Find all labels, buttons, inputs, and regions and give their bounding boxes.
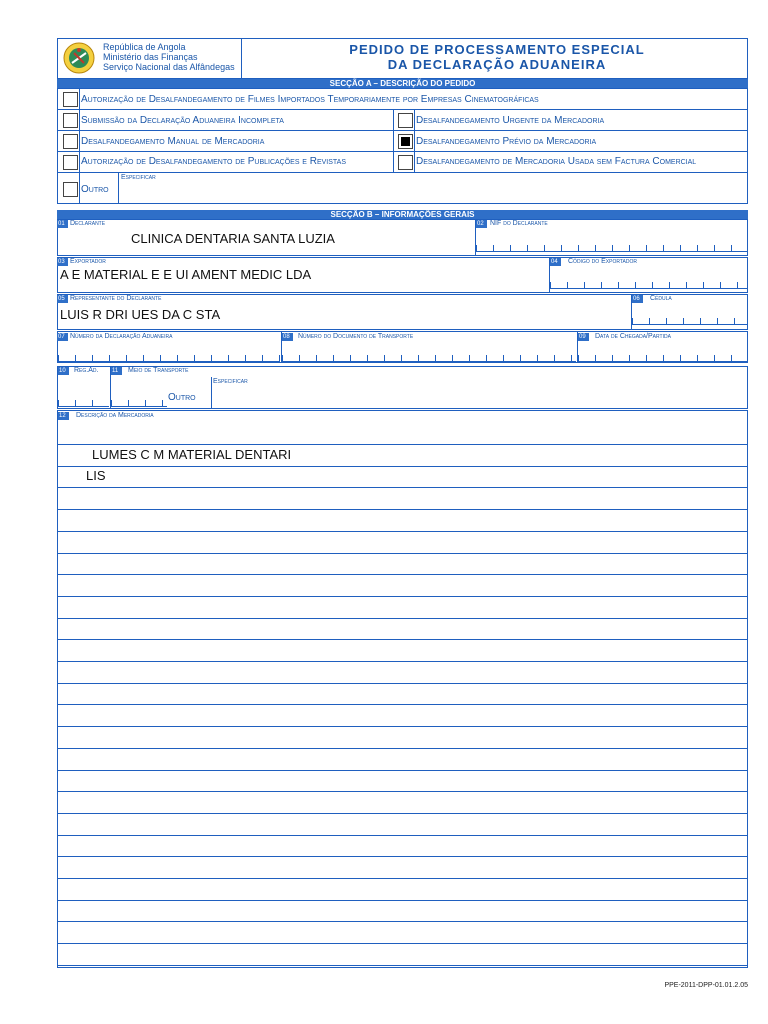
field-divider	[211, 377, 212, 409]
cedula-input[interactable]	[632, 318, 747, 325]
field-11-number: 11	[111, 367, 122, 375]
descricao-ruled-line	[57, 835, 748, 836]
descricao-ruled-line	[57, 509, 748, 510]
declarante-value[interactable]: CLINICA DENTARIA SANTA LUZIA	[131, 231, 335, 246]
descricao-ruled-line	[57, 487, 748, 488]
transporte-outro-label: Outro	[168, 392, 196, 403]
section-a-row-line	[57, 172, 748, 173]
checkbox-filmes[interactable]	[63, 92, 78, 107]
descricao-ruled-line	[57, 900, 748, 901]
field-11-label: Meio de Transporte	[128, 367, 189, 374]
field-box-descricao	[57, 410, 748, 968]
field-04-number: 04	[550, 258, 561, 266]
descricao-ruled-line	[57, 921, 748, 922]
representante-value[interactable]: LUIS R DRI UES DA C STA	[60, 307, 221, 322]
checkbox-declaracao-incompleta[interactable]	[63, 113, 78, 128]
section-a-row-line	[57, 151, 748, 152]
checkbox-previo[interactable]	[398, 134, 413, 149]
meio-transporte-input[interactable]	[111, 400, 167, 407]
section-a-col-line	[414, 109, 415, 172]
descricao-ruled-line	[57, 661, 748, 662]
org-line-1: República de Angola	[103, 42, 186, 52]
org-line-3: Serviço Nacional das Alfândegas	[103, 62, 235, 72]
org-line-2: Ministério das Finanças	[103, 52, 198, 62]
option-outro-label: Outro	[81, 184, 109, 195]
documento-transporte-input[interactable]	[282, 355, 576, 362]
descricao-ruled-line	[57, 444, 748, 445]
option-usada-label: Desalfandegamento de Mercadoria Usada sem Factura Comercial	[416, 156, 697, 167]
field-03-label: Exportador	[70, 258, 106, 265]
checkbox-urgente[interactable]	[398, 113, 413, 128]
section-a-col-line	[79, 88, 80, 204]
descricao-ruled-line	[57, 878, 748, 879]
descricao-ruled-line	[57, 943, 748, 944]
section-a-row-line	[57, 130, 748, 131]
descricao-ruled-line	[57, 791, 748, 792]
form-code: PPE-2011-DPP-01.01.2.05	[664, 982, 748, 989]
option-publicacoes-label: Autorização de Desalfandegamento de Publicações e Revistas	[81, 156, 347, 167]
checkbox-publicacoes[interactable]	[63, 155, 78, 170]
option-manual-label: Desalfandegamento Manual de Mercadoria	[81, 136, 265, 147]
field-04-label: Código do Exportador	[568, 258, 637, 265]
field-02-number: 02	[476, 220, 487, 228]
field-01-number: 01	[57, 220, 68, 228]
field-12-number: 12	[58, 412, 69, 420]
field-07-label: Número da Declaração Aduaneira	[70, 333, 173, 340]
especificar-label: Especificar	[121, 174, 156, 181]
descricao-ruled-line	[57, 813, 748, 814]
field-06-label: Cédula	[650, 295, 672, 302]
field-05-number: 05	[57, 295, 68, 303]
transporte-especificar-label: Especificar	[213, 378, 248, 385]
descricao-ruled-line	[57, 704, 748, 705]
descricao-ruled-line	[57, 856, 748, 857]
nif-declarante-input[interactable]	[476, 245, 747, 252]
codigo-exportador-input[interactable]	[550, 282, 747, 289]
reg-ad-input[interactable]	[58, 400, 109, 407]
descricao-line-1[interactable]: LUMES C M MATERIAL DENTARI	[92, 447, 292, 462]
option-declaracao-incompleta-label: Submissão da Declaração Aduaneira Incompleta	[81, 115, 284, 126]
numero-declaracao-input[interactable]	[58, 355, 280, 362]
descricao-ruled-line	[57, 748, 748, 749]
option-urgente-label: Desalfandegamento Urgente da Mercadoria	[416, 115, 605, 126]
form-title-line-1: PEDIDO DE PROCESSAMENTO ESPECIAL	[349, 42, 645, 57]
field-03-number: 03	[57, 258, 68, 266]
data-chegada-input[interactable]	[578, 355, 747, 362]
coat-of-arms-emblem	[62, 41, 96, 75]
especificar-input[interactable]	[119, 184, 747, 203]
descricao-ruled-line	[57, 531, 748, 532]
field-02-label: NIF do Declarante	[490, 220, 548, 227]
option-previo-label: Desalfandegamento Prévio da Mercadoria	[416, 136, 597, 147]
checkbox-usada[interactable]	[398, 155, 413, 170]
checkbox-manual[interactable]	[63, 134, 78, 149]
section-a-row-line	[57, 109, 748, 110]
descricao-ruled-line	[57, 553, 748, 554]
field-06-number: 06	[632, 295, 643, 303]
field-10-label: Reg.Ad.	[74, 367, 99, 374]
descricao-ruled-line	[57, 466, 748, 467]
descricao-ruled-line	[57, 639, 748, 640]
field-07-number: 07	[57, 333, 68, 341]
option-filmes-label: Autorização de Desalfandegamento de Filmes Importados Temporariamente por Empresas Cinematográficas	[81, 94, 539, 105]
field-01-label: Declarante	[70, 220, 106, 227]
field-08-number: 08	[282, 333, 293, 341]
header-divider	[241, 38, 242, 79]
field-09-label: Data de Chegada/Partida	[595, 333, 671, 340]
descricao-ruled-line	[57, 574, 748, 575]
section-a-header: SECÇÃO A – DESCRIÇÃO DO PEDIDO	[57, 79, 748, 88]
descricao-ruled-line	[57, 770, 748, 771]
descricao-ruled-line	[57, 726, 748, 727]
section-a-col-line	[393, 109, 394, 172]
field-05-label: Representante do Declarante	[70, 295, 162, 302]
descricao-line-2[interactable]: LIS	[86, 468, 106, 483]
checkbox-outro[interactable]	[63, 182, 78, 197]
field-08-label: Número do Documento de Transporte	[298, 333, 414, 340]
field-09-number: 09	[578, 333, 589, 341]
field-12-label: Descrição da Mercadoria	[76, 412, 154, 419]
exportador-value[interactable]: A E MATERIAL E E UI AMENT MEDIC LDA	[60, 267, 312, 282]
descricao-ruled-line	[57, 618, 748, 619]
descricao-ruled-line	[57, 965, 748, 966]
section-b-header: SECÇÃO B – INFORMAÇÕES GERAIS	[57, 210, 748, 219]
field-10-number: 10	[58, 367, 69, 375]
form-title-line-2: DA DECLARAÇÃO ADUANEIRA	[387, 57, 607, 72]
descricao-ruled-line	[57, 596, 748, 597]
descricao-ruled-line	[57, 683, 748, 684]
